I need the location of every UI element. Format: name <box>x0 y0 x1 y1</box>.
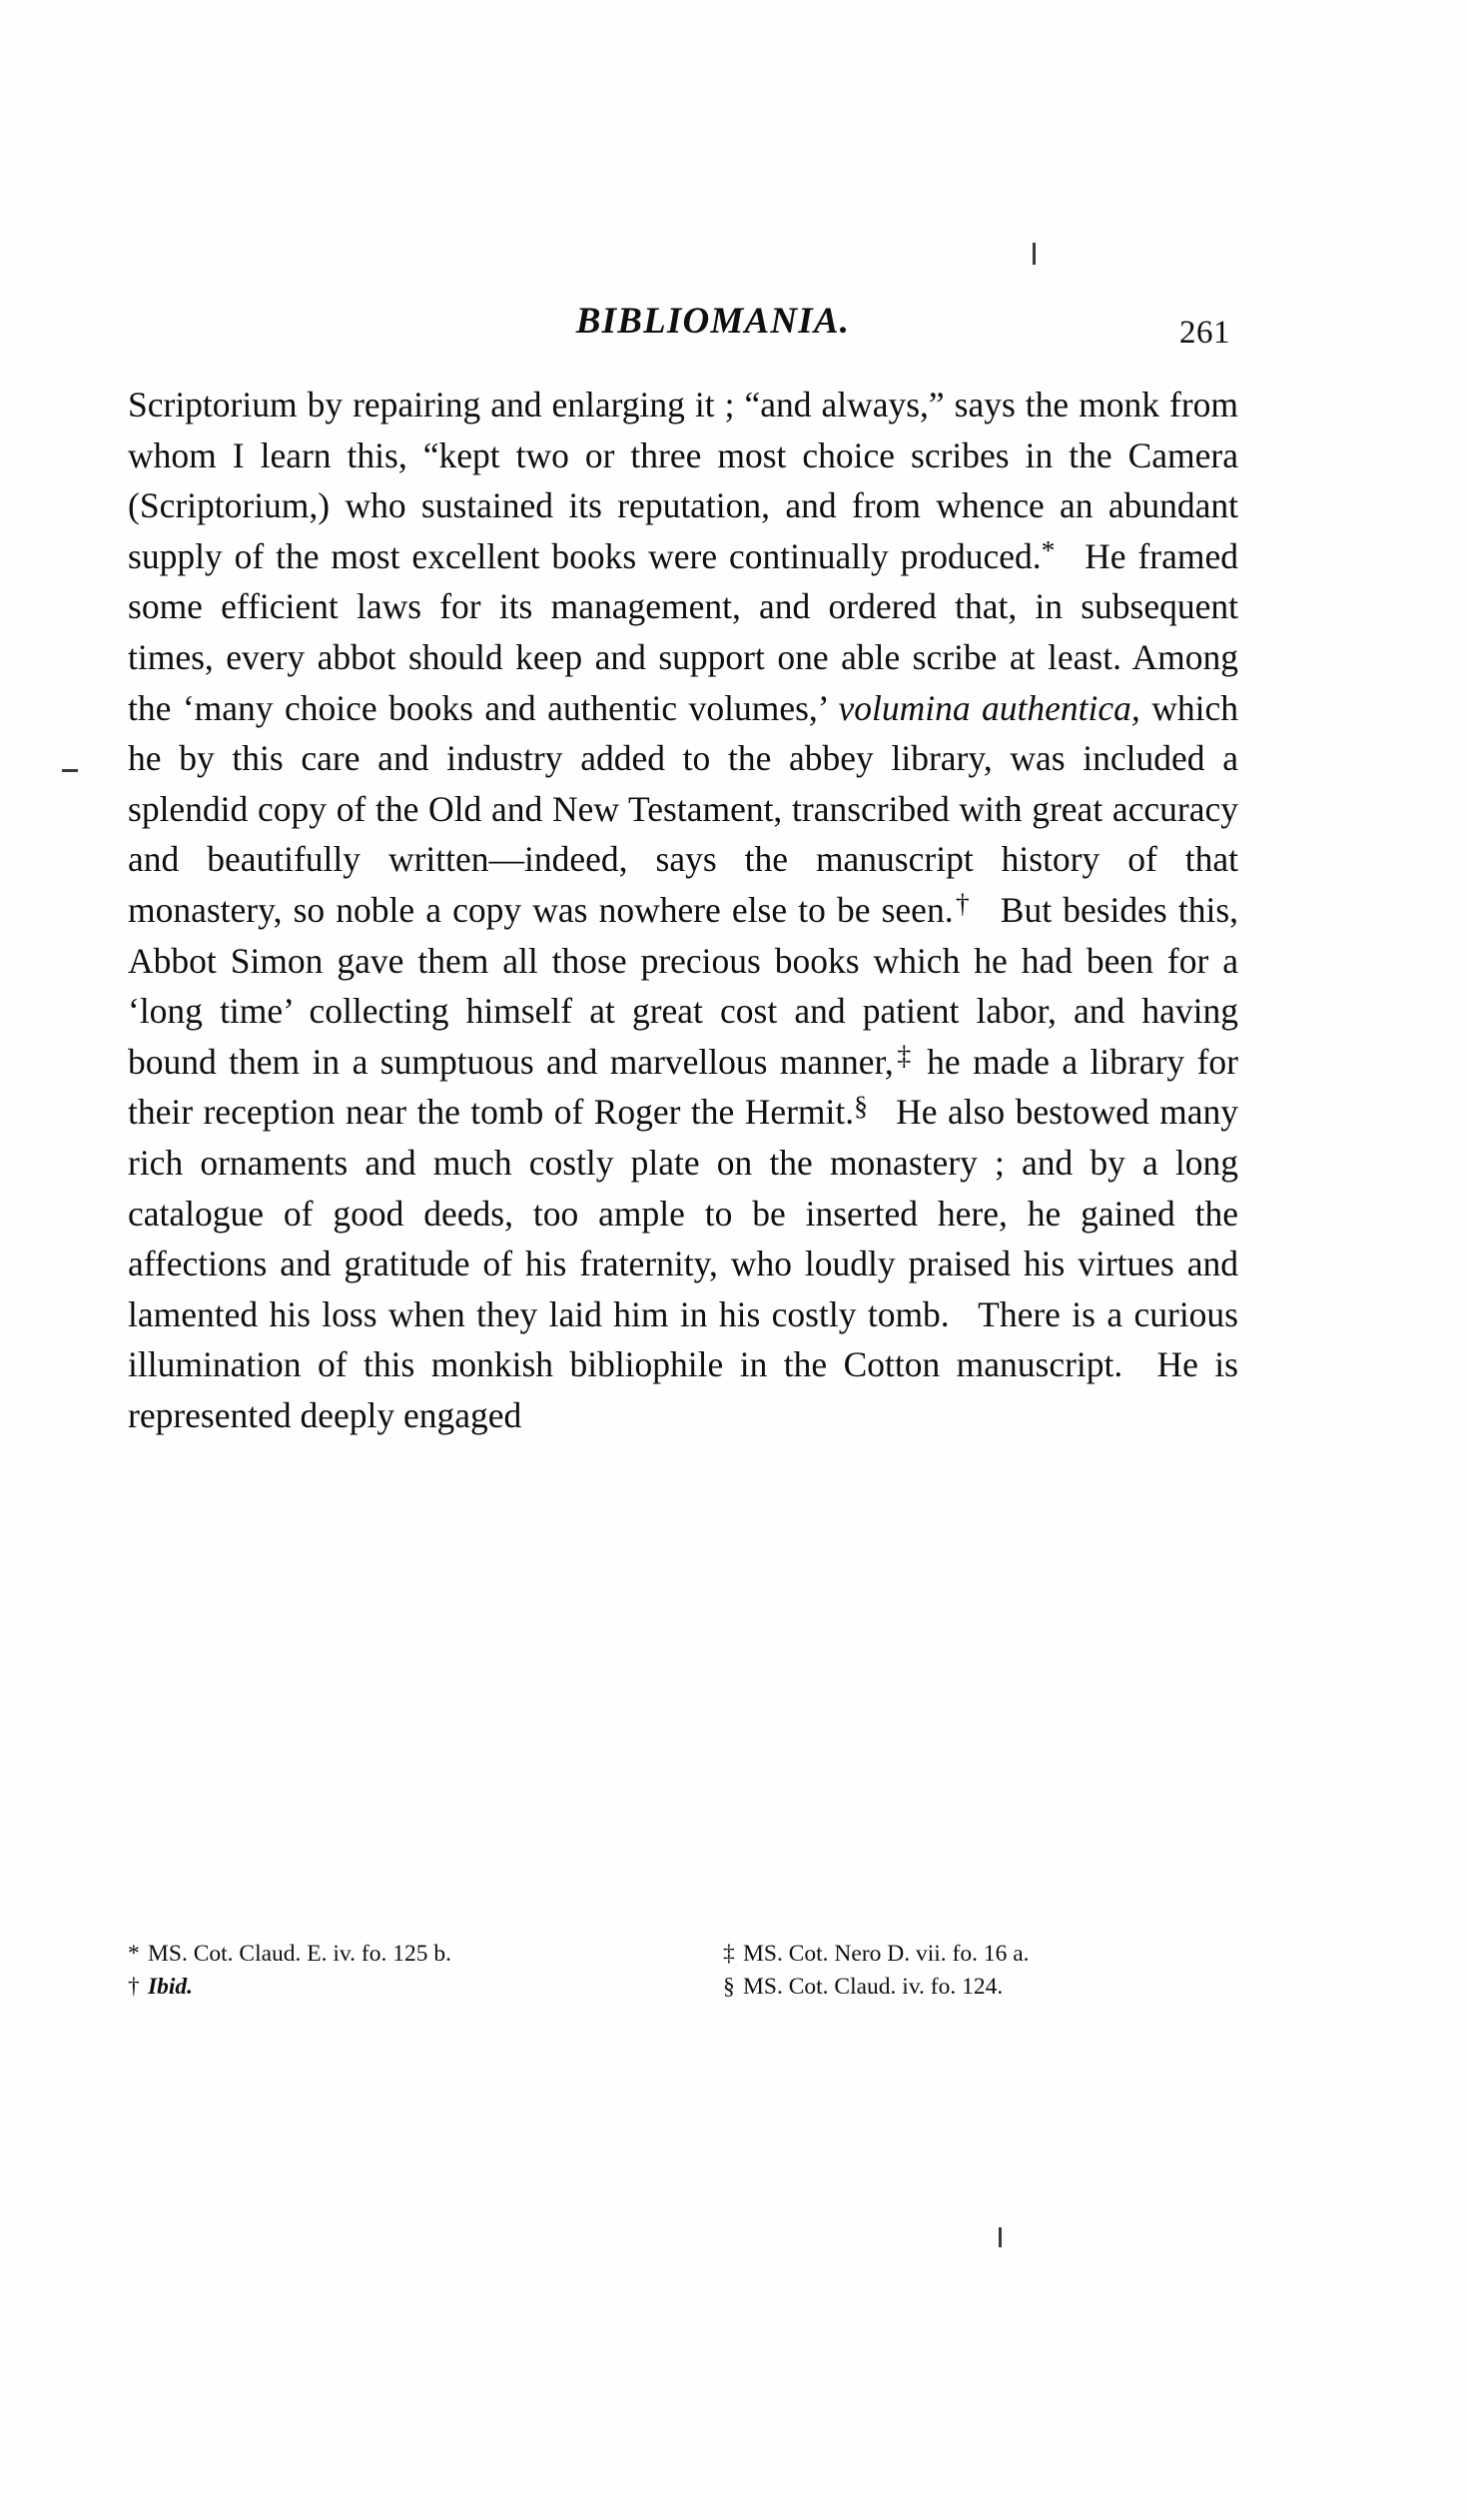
footnote-item <box>683 1971 1238 2004</box>
page-header <box>128 300 1238 354</box>
text-run: He framed some efficient laws for its management, and ordered that, in subsequent times, every abbot should keep and support one able scribe at least. Among the ‘many choice books and authentic volumes,’ <box>128 535 1238 728</box>
latin-phrase: volumina authentica, <box>838 687 1140 728</box>
footnote-text: MS. Cot. Claud. E. iv. fo. 125 b. <box>148 1941 451 1967</box>
footnote-text: MS. Cot. Claud. iv. fo. 124. <box>743 1974 1004 2000</box>
footnote-marker: ‡ <box>723 1941 735 1967</box>
page-edge-mark-left <box>62 769 78 772</box>
footnote-reference: ‡ <box>893 1039 915 1071</box>
text-block <box>128 300 1238 1440</box>
text-run: He also bestowed many rich ornaments and much costly plate on the monastery ; and by a long catalogue of good deeds, too ample to be inserted here, he gained the affections and gratitude of his fraternity, who loudly praised his virtues and lamented his loss when they laid him in his costly tomb. There is a curious illumination of this monkish bibliophile in the Cotton manuscript. He is represented deeply engaged <box>128 1092 1238 1435</box>
footnote-marker: † <box>128 1974 140 2000</box>
footnote-item <box>683 1938 1238 1971</box>
body-text <box>128 380 1238 1440</box>
text-run: Scriptorium by repairing and enlarging it ; “and always,” says the monk from whom I learn this, “kept two or three most choice scribes in the Camera (Scriptorium,) who sustained its reputation, and from whence an abundant supply of the most excellent books were continually produced. <box>128 385 1238 576</box>
footnote-reference: § <box>854 1090 868 1122</box>
footnote-text: Ibid. <box>148 1974 194 2000</box>
footnote-marker: § <box>723 1974 735 2000</box>
paragraph <box>128 380 1238 1440</box>
text-run: which he by this care and industry added to the abbey library, was included a splendid copy of the Old and New Testament, transcribed with great accuracy and beautifully written—indeed, says the manuscript history of that monastery, so noble a copy was nowhere else to be seen. <box>128 687 1238 930</box>
text-run: he made a library for their reception near the tomb of Roger the Hermit. <box>128 1041 1238 1133</box>
footnote-reference: * <box>1041 533 1056 565</box>
footnote-reference: † <box>953 888 972 920</box>
page-edge-mark-bottom <box>999 2227 1002 2247</box>
running-title: BIBLIOMANIA. <box>575 301 851 342</box>
footnote-row <box>128 1971 1238 2004</box>
footnote-marker: * <box>128 1941 140 1967</box>
footnote-row <box>128 1938 1238 1971</box>
footnote-text: MS. Cot. Nero D. vii. fo. 16 a. <box>743 1941 1030 1967</box>
page-edge-mark-top <box>1033 243 1036 265</box>
footnote-block <box>128 1938 1238 2004</box>
footnote-item <box>128 1971 683 2004</box>
text-run: But besides this, Abbot Simon gave them all those precious books which he had been for a ‘long time’ collecting himself at great cost and patient labor, and having bound them in a sumptuous and marvellous manner, <box>128 889 1239 1082</box>
footnote-item <box>128 1938 683 1971</box>
page-number: 261 <box>1179 315 1230 351</box>
